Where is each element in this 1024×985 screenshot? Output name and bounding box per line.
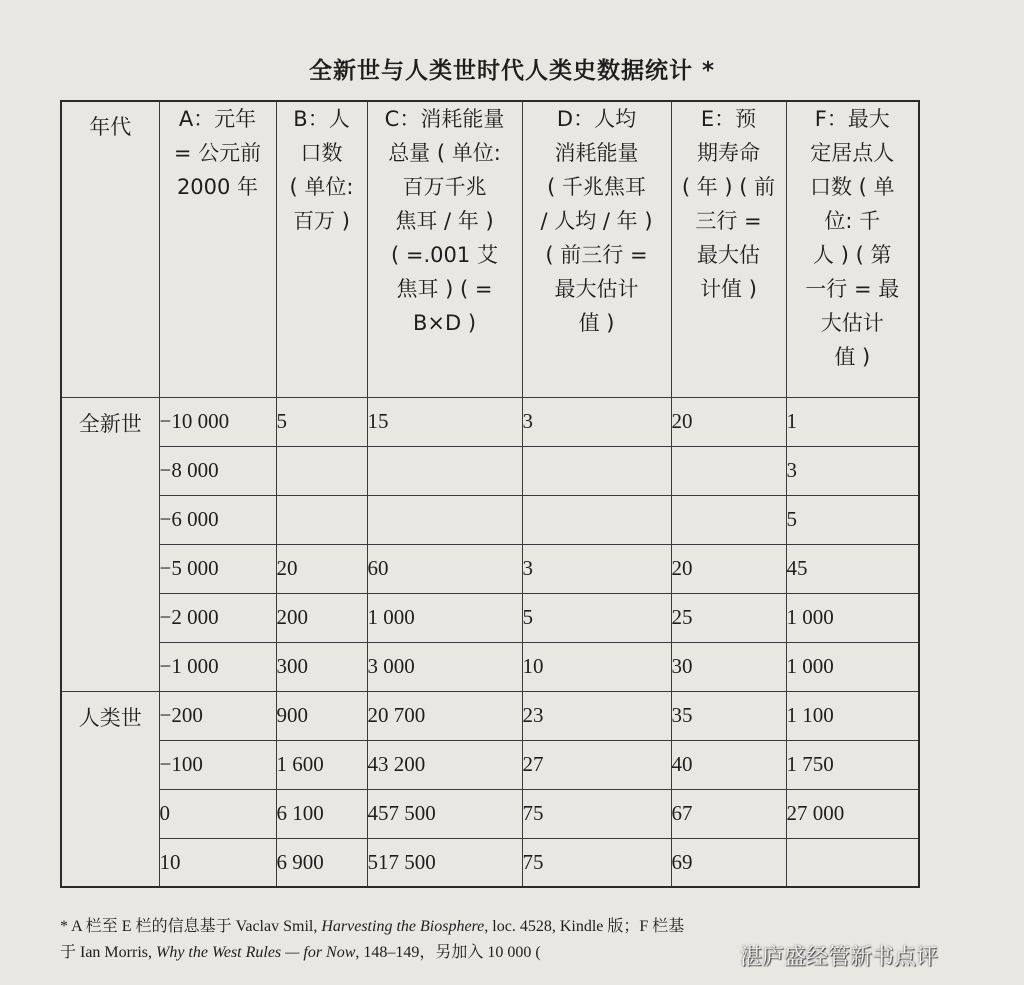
table-row <box>61 740 919 789</box>
cell: 75 <box>522 838 671 887</box>
cell: −8 000 <box>159 446 276 495</box>
table-row <box>61 495 919 544</box>
cell: 6 900 <box>276 838 367 887</box>
cell: 1 000 <box>786 593 919 642</box>
header-b: B：人 口数 ( 单位: 百万 ) <box>276 101 367 397</box>
cell <box>522 446 671 495</box>
cell: 23 <box>522 691 671 740</box>
table-row <box>61 838 919 887</box>
cell: 1 600 <box>276 740 367 789</box>
era-holocene: 全新世 <box>61 397 159 691</box>
table-row <box>61 446 919 495</box>
cell: 3 000 <box>367 642 522 691</box>
table-row <box>61 789 919 838</box>
cell: 5 <box>522 593 671 642</box>
cell <box>367 495 522 544</box>
cell: 15 <box>367 397 522 446</box>
footnote-text: , 148–149，另加入 10 000 ( <box>355 944 541 961</box>
cell: 5 <box>786 495 919 544</box>
table-row <box>61 544 919 593</box>
cell: 1 100 <box>786 691 919 740</box>
cell: −5 000 <box>159 544 276 593</box>
cell: −200 <box>159 691 276 740</box>
cell: −100 <box>159 740 276 789</box>
footnote-line-1 <box>60 914 960 940</box>
cell <box>671 446 786 495</box>
cell <box>522 495 671 544</box>
cell: 75 <box>522 789 671 838</box>
era-anthropocene: 人类世 <box>61 691 159 887</box>
cell <box>786 838 919 887</box>
cell: 5 <box>276 397 367 446</box>
cell: 20 <box>276 544 367 593</box>
cell: 1 000 <box>367 593 522 642</box>
cell: 200 <box>276 593 367 642</box>
cell: 1 000 <box>786 642 919 691</box>
cell: 35 <box>671 691 786 740</box>
cell: 40 <box>671 740 786 789</box>
cell: 300 <box>276 642 367 691</box>
cell: 27 000 <box>786 789 919 838</box>
cell: 69 <box>671 838 786 887</box>
footnote-text: 于 Ian Morris, <box>60 944 156 961</box>
cell: 517 500 <box>367 838 522 887</box>
footnote-book-title: Harvesting the Biosphere <box>321 918 485 935</box>
cell: −1 000 <box>159 642 276 691</box>
header-era: 年代 <box>61 101 159 397</box>
header-e: E：预 期寿命 ( 年 ) ( 前 三行 = 最大估 计值 ) <box>671 101 786 397</box>
cell <box>671 495 786 544</box>
cell: 3 <box>786 446 919 495</box>
cell: 45 <box>786 544 919 593</box>
cell: −6 000 <box>159 495 276 544</box>
cell: −2 000 <box>159 593 276 642</box>
cell: 43 200 <box>367 740 522 789</box>
header-a: A：元年 = 公元前 2000 年 <box>159 101 276 397</box>
footnote-book-title: Why the West Rules — for Now <box>156 944 356 961</box>
table-row <box>61 642 919 691</box>
cell: 1 750 <box>786 740 919 789</box>
cell: 67 <box>671 789 786 838</box>
cell: 60 <box>367 544 522 593</box>
cell: 20 <box>671 544 786 593</box>
cell: 6 100 <box>276 789 367 838</box>
cell: 3 <box>522 397 671 446</box>
cell: 30 <box>671 642 786 691</box>
footnote-text: * A 栏至 E 栏的信息基于 Vaclav Smil, <box>60 918 322 935</box>
cell: 10 <box>159 838 276 887</box>
cell <box>276 446 367 495</box>
header-f: F：最大 定居点人 口数 ( 单 位: 千 人 ) ( 第 一行 = 最 大估计 值 ) <box>786 101 919 397</box>
table-row <box>61 691 919 740</box>
header-d: D：人均 消耗能量 ( 千兆焦耳 / 人均 / 年 ) ( 前三行 = 最大估计 值 ) <box>522 101 671 397</box>
cell: 3 <box>522 544 671 593</box>
watermark: 湛庐盛经管新书点评 <box>740 945 939 970</box>
cell: 457 500 <box>367 789 522 838</box>
cell: −10 000 <box>159 397 276 446</box>
cell <box>276 495 367 544</box>
table-row <box>61 593 919 642</box>
header-row <box>61 101 919 397</box>
footnote-text: , loc. 4528, Kindle 版；F 栏基 <box>484 918 685 935</box>
cell: 25 <box>671 593 786 642</box>
cell: 0 <box>159 789 276 838</box>
cell: 1 <box>786 397 919 446</box>
cell: 20 <box>671 397 786 446</box>
table-title: 全新世与人类世时代人类史数据统计 * <box>308 58 716 84</box>
cell <box>367 446 522 495</box>
header-c: C：消耗能量 总量 ( 单位: 百万千兆 焦耳 / 年 ) ( =.001 艾 焦耳 ) ( = B×D ) <box>367 101 522 397</box>
cell: 900 <box>276 691 367 740</box>
cell: 20 700 <box>367 691 522 740</box>
cell: 27 <box>522 740 671 789</box>
table-row <box>61 397 919 446</box>
data-table <box>60 100 920 888</box>
cell: 10 <box>522 642 671 691</box>
